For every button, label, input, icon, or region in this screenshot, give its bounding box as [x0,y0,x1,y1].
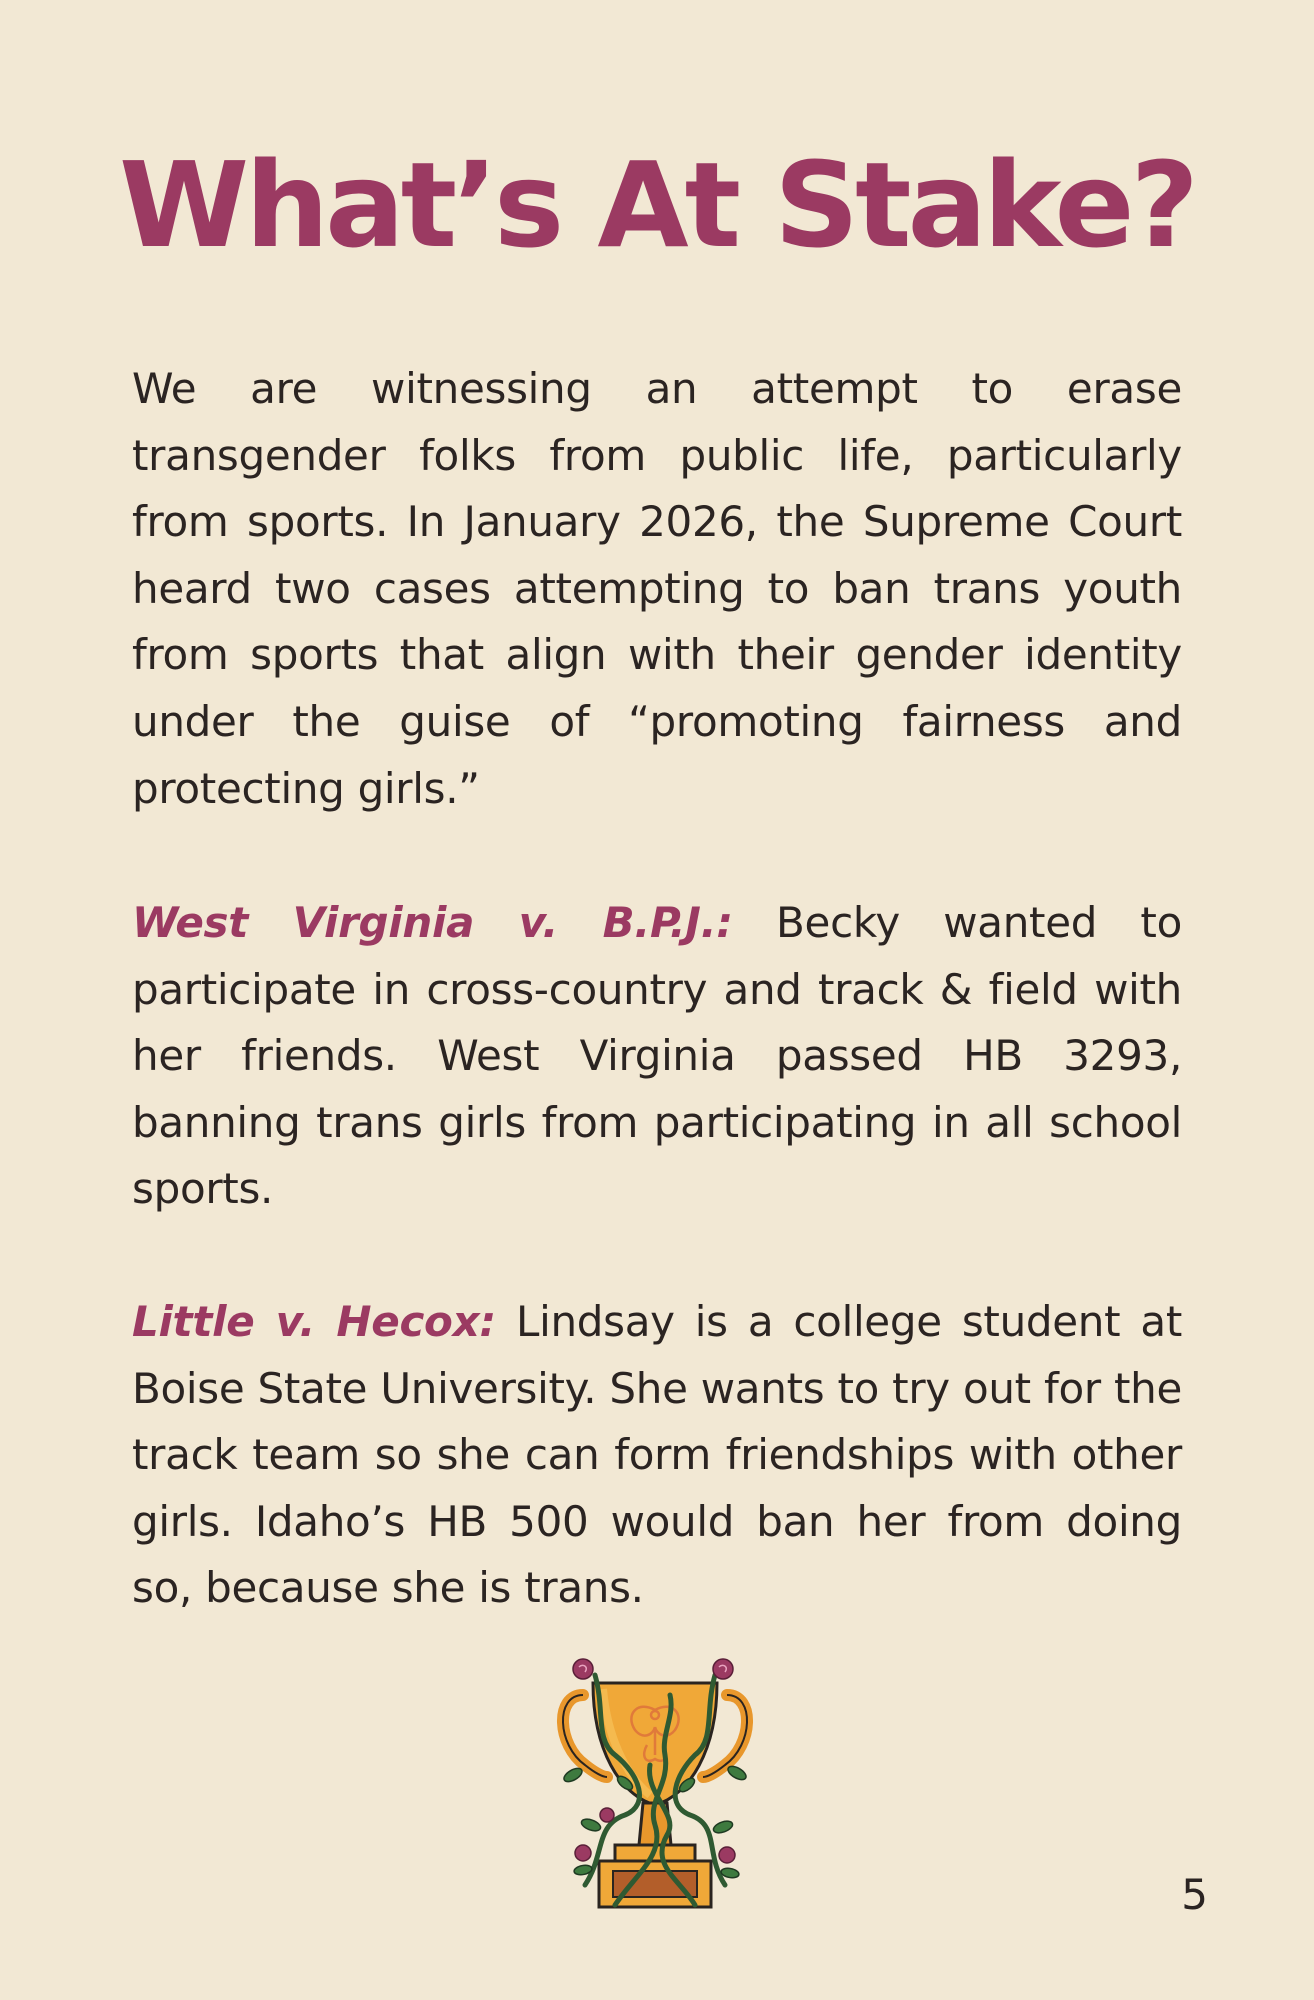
case-text-west-virginia: Becky wanted to participate in cross-country and track & field with her friends. West Virginia passed HB 3293, banning trans girls from participating in all school sports. [132,898,1182,1214]
intro-paragraph: We are witnessing an attempt to erase transgender folks from public life, particularly from sports. In January 2026, the Supreme Court heard two cases attempting to ban trans youth from sports that align with their gender identity under the guise of “promoting fairness and protecting girls.” [132,364,1182,813]
case-paragraph-little-v-hecox [132,1289,1182,1622]
trophy-with-roses-icon [555,1655,755,1915]
page-title: What’s At Stake? [119,136,1195,274]
page-number: 5 [1181,1870,1208,1919]
case-paragraph-west-virginia [132,890,1182,1223]
case-name-little-v-hecox: Little v. Hecox: [132,1297,496,1346]
case-name-west-virginia: West Virginia v. B.P.J.: [132,898,733,947]
case-text-little-v-hecox: Lindsay is a college student at Boise State University. She wants to try out for the track team so she can form friendships with other girls. Idaho’s HB 500 would ban her from doing so, because she is trans. [132,1297,1182,1613]
